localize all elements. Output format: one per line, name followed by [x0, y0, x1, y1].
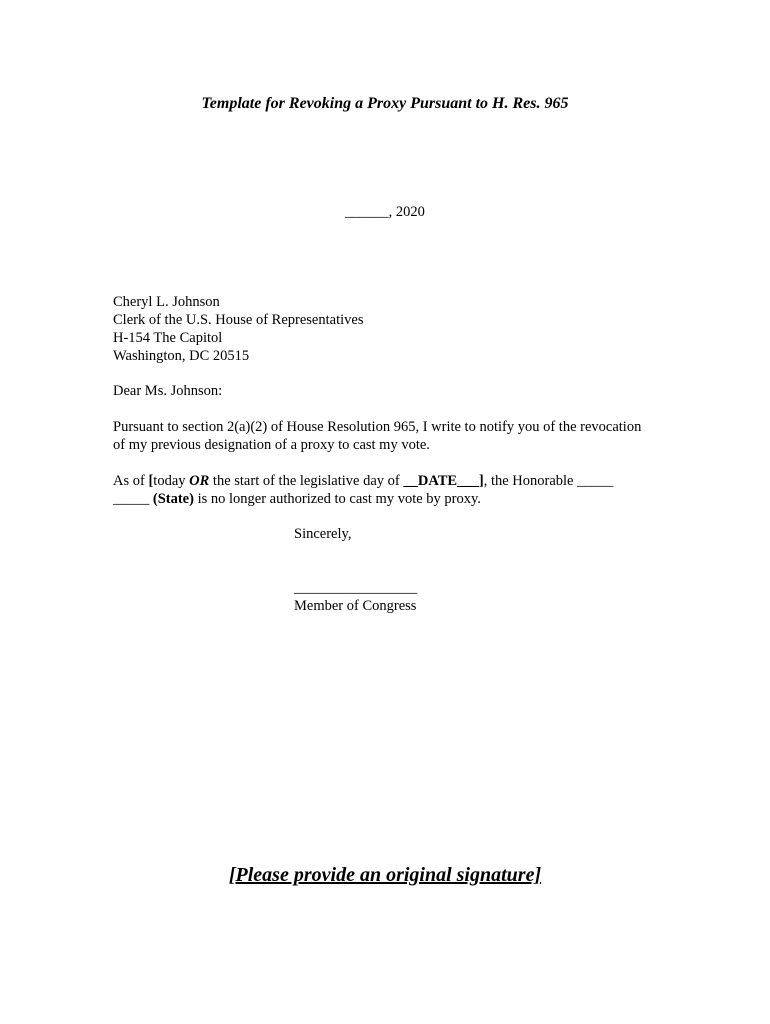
- para2-bracket-open: [: [148, 473, 154, 489]
- address-line-title: Clerk of the U.S. House of Representatives: [113, 312, 364, 328]
- recipient-address: [113, 293, 363, 365]
- para2-part4: , the Honorable _____: [483, 473, 614, 489]
- para2-or: OR: [189, 473, 210, 489]
- date-line: ______, 2020: [345, 204, 425, 220]
- paragraph-notification: Pursuant to section 2(a)(2) of House Resolution 965, I write to notify you of the revocation of my previous designation of a proxy to cast my vote.: [113, 419, 642, 453]
- para2-part1: As of: [113, 473, 149, 489]
- salutation: Dear Ms. Johnson:: [113, 383, 223, 399]
- address-line-name: Cheryl L. Johnson: [113, 294, 220, 310]
- paragraph-revocation: [113, 472, 643, 508]
- footer-note: [Please provide an original signature]: [228, 864, 542, 886]
- signature-title: Member of Congress: [294, 598, 417, 614]
- closing: Sincerely,: [294, 526, 352, 542]
- signature-line: _________________: [294, 580, 418, 596]
- signature-block: [294, 579, 417, 615]
- address-line-city: Washington, DC 20515: [113, 348, 250, 364]
- para2-part3: the start of the legislative day of: [209, 473, 404, 489]
- para2-part2: today: [153, 473, 190, 489]
- para2-state: (State): [149, 491, 194, 507]
- para2-part5: is no longer authorized to cast my vote by proxy.: [193, 491, 481, 507]
- para2-date-placeholder: __DATE___]: [403, 473, 484, 489]
- document-title: Template for Revoking a Proxy Pursuant to H. Res. 965: [201, 95, 569, 112]
- para2-blank: _____: [113, 491, 150, 507]
- address-line-office: H-154 The Capitol: [113, 330, 223, 346]
